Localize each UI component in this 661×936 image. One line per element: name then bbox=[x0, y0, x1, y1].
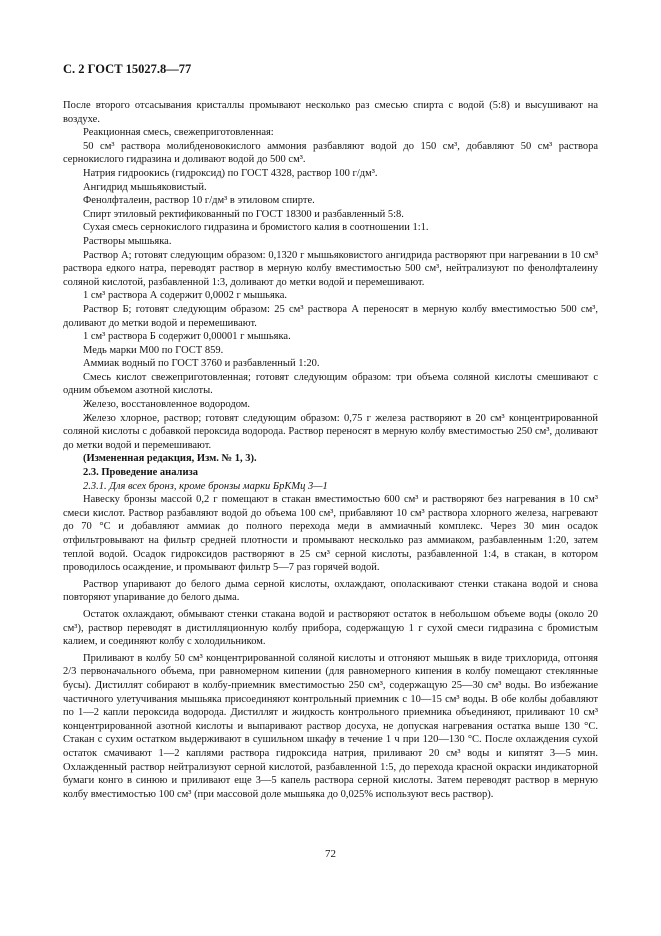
paragraph-intro: После второго отсасывания кристаллы промывают несколько раз смесью спирта с водой (5:8) и высушивают на воздухе. bbox=[63, 100, 598, 125]
paragraph: 1 см³ раствора Б содержит 0,00001 г мышьяка. bbox=[83, 331, 291, 343]
document-body bbox=[63, 99, 598, 801]
paragraph: Раствор Б; готовят следующим образом: 25 см³ раствора А переносят в мерную колбу вместимостью 500 см³, доливают до метки водой и перемешивают. bbox=[63, 303, 598, 329]
paragraph: Фенолфталеин, раствор 10 г/дм³ в этиловом спирте. bbox=[83, 195, 315, 207]
paragraph: Остаток охлаждают, обмывают стенки стакана водой и растворяют остаток в небольшом объеме воды (около 20 см³), раствор переводят в дистилляционную колбу прибора, содержащую 1 г сухой смеси гидразина с бромистым калием, и соединяют колбу с холодильником. bbox=[63, 608, 598, 648]
paragraph: Смесь кислот свежеприготовленная; готовят следующим образом: три объема соляной кислоты смешивают с одним объемом азотной кислоты. bbox=[63, 371, 598, 397]
paragraph: Навеску бронзы массой 0,2 г помещают в стакан вместимостью 600 см³ и растворяют без нагревания в 10 см³ смеси кислот. Раствор разбавляют водой до объема 100 см³, прибавляют 10 см³ раствора хлорного железа, нагревают до 70 °С и добавляют аммиак до полного перехода меди в аммиачный комплекс. Через 30 мин осадок отфильтровывают на фильтр средней плотности и промывают несколько раз аммиаком, разбавленным 1:20, затем теплой водой. Осадок гидроксидов растворяют в 25 см³ серной кислоты, разбавленной 1:4, в стакан, в котором проводилось осаждение, и промывают фильтр 5—7 раз горячей водой. bbox=[63, 494, 598, 574]
paragraph: 1 см³ раствора А содержит 0,0002 г мышьяка. bbox=[83, 290, 288, 302]
paragraph: Ангидрид мышьяковистый. bbox=[83, 181, 207, 193]
subsection-heading: 2.3.1. Для всех бронз, кроме бронзы марки БрКМц 3—1 bbox=[83, 480, 328, 492]
paragraph: Аммиак водный по ГОСТ 3760 и разбавленный 1:20. bbox=[83, 358, 320, 370]
revision-note: (Измененная редакция, Изм. № 1, 3). bbox=[83, 453, 257, 465]
paragraph: Реакционная смесь, свежеприготовленная: bbox=[83, 127, 274, 139]
paragraph: 50 см³ раствора молибденовокислого аммония разбавляют водой до 150 см³, добавляют 50 см³ раствора сернокислого гидразина и доливают водой до 500 см³. bbox=[63, 140, 598, 166]
paragraph: Раствор А; готовят следующим образом: 0,1320 г мышьяковистого ангидрида растворяют при нагревании в 10 см³ раствора едкого натра, переводят раствор в мерную колбу вместимостью 500 см³, нейтрализуют по фенолфталеину соляной кислотой, разбавленной 1:3, доливают до метки водой и перемешивают. bbox=[63, 249, 598, 288]
paragraph: Медь марки М00 по ГОСТ 859. bbox=[83, 344, 224, 356]
paragraph: Спирт этиловый ректификованный по ГОСТ 18300 и разбавленный 5:8. bbox=[83, 208, 404, 220]
paragraph: Натрия гидроокись (гидроксид) по ГОСТ 4328, раствор 100 г/дм³. bbox=[83, 167, 378, 179]
paragraph: Приливают в колбу 50 см³ концентрированной соляной кислоты и отгоняют мышьяк в виде трихлорида, отгоняя 2/3 первоначального объема, при равномерном кипении (для равномерного кипения в колбу помещают стеклянные бусы). Дистиллят собирают в колбу-приемник вместимостью 250 см³, содержащую 25—30 см³ воды. Во избежание частичного улетучивания мышьяка присоединяют контрольный приемник с 10—15 см³ воды. В обе колбы добавляют по 1—2 капли пероксида водорода. Дистиллят и жидкость контрольного приемника объединяют, приливают 10 см³ концентрированной азотной кислоты и выпаривают раствор досуха, не допуская нагревания остатка выше 130 °С. Стакан с сухим остатком выдерживают в сушильном шкафу в течение 1 ч при 120—130 °С. После охлаждения сухой остаток смачивают 1—2 каплями раствора гидроксида натрия, приливают 20 см³ воды и кипятят 3—5 мин. Охлажденный раствор нейтрализуют серной кислотой, разбавленной 1:5, до перехода красной окраски индикаторной бумаги конго в синюю и приливают еще 3—5 капель раствора серной кислоты. Затем переводят раствор в мерную колбу вместимостью 100 см³ (при массовой доле мышьяка до 0,025% используют весь раствор). bbox=[63, 652, 598, 800]
section-heading: 2.3. Проведение анализа bbox=[83, 467, 198, 479]
paragraph: Растворы мышьяка. bbox=[83, 235, 172, 247]
paragraph: Железо хлорное, раствор; готовят следующим образом: 0,75 г железа растворяют в 20 см³ концентрированной соляной кислоты с добавкой пероксида водорода. Раствор переносят в мерную колбу вместимостью 250 см³, доливают до метки водой и перемешивают. bbox=[63, 412, 598, 451]
paragraph: Железо, восстановленное водородом. bbox=[83, 399, 251, 411]
paragraph: Раствор упаривают до белого дыма серной кислоты, охлаждают, ополаскивают стенки стакана водой и снова повторяют упаривание до белого дыма. bbox=[63, 578, 598, 604]
page-header: С. 2 ГОСТ 15027.8—77 bbox=[63, 62, 192, 76]
paragraph: Сухая смесь сернокислого гидразина и бромистого калия в соотношении 1:1. bbox=[83, 222, 429, 234]
page-number: 72 bbox=[325, 848, 336, 860]
